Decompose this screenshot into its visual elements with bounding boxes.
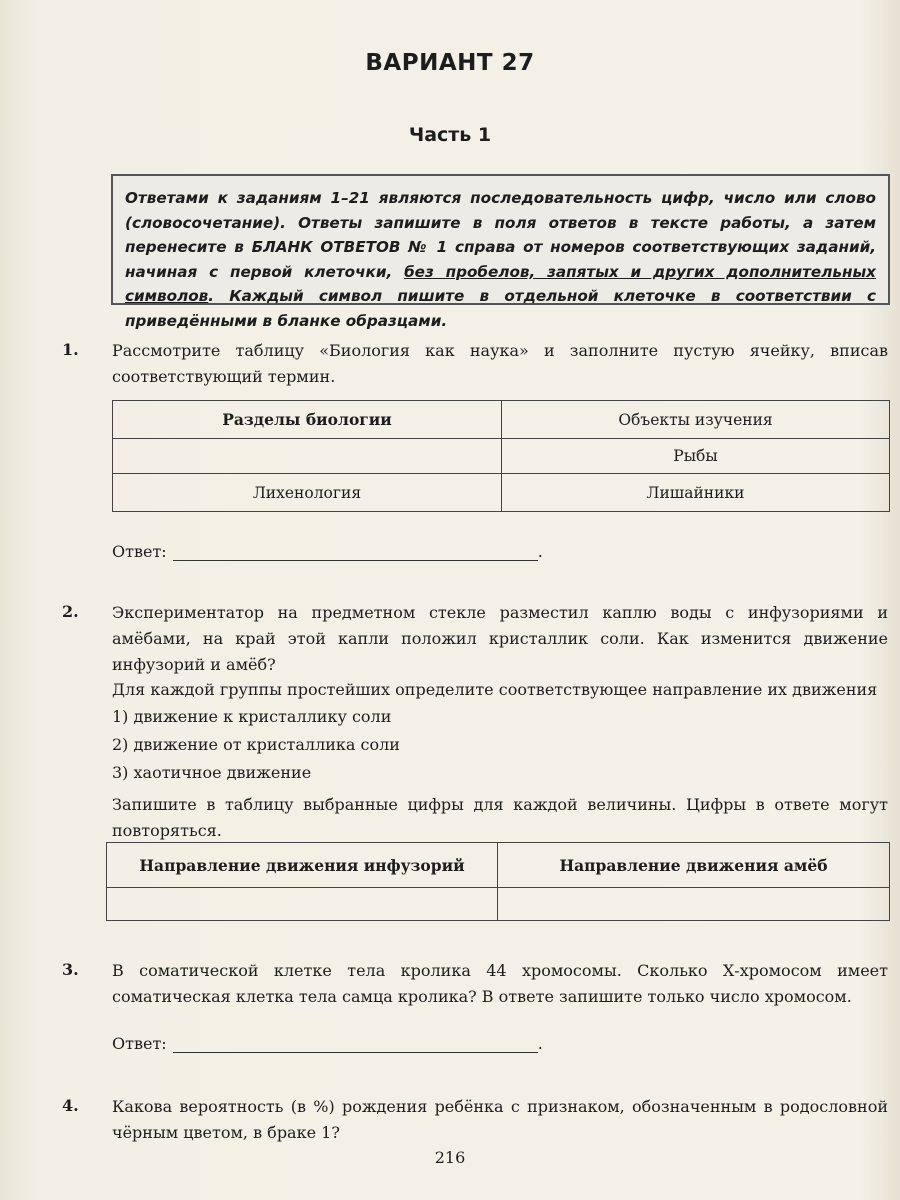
instruction-text-underlined: без пробелов, запятых и других дополнительных символов: [125, 262, 876, 305]
task-2-prompt: Для каждой группы простейших определите соответствующее направление их движения: [112, 680, 878, 699]
task-2-option-2: 2) движение от кристаллика соли: [112, 735, 400, 754]
task-2-text: Экспериментатор на предметном стекле разместил каплю воды с инфузориями и амёбами, на край этой капли положил кристаллик соли. Как изменится движение инфузорий и амёб?: [112, 603, 888, 674]
task-1-table: [112, 400, 890, 512]
task-1-answer: Ответ: .: [112, 542, 543, 561]
instruction-text-end: . Каждый символ пишите в отдельной клеточке в соответствии с приведёнными в бланке образцами.: [125, 287, 876, 330]
task-2-answer-amoebas[interactable]: [498, 888, 890, 921]
part-title: Часть 1: [408, 124, 492, 146]
task-2-table-row: [107, 888, 890, 921]
task-3-number: 3.: [62, 960, 79, 979]
task-4-text: Какова вероятность (в %) рождения ребёнка с признаком, обозначенным в родословной чёрным цветом, в браке 1?: [112, 1097, 888, 1142]
task-1-cell-lichenology: Лихенология: [113, 474, 502, 512]
task-1-text: Рассмотрите таблицу «Биология как наука» и заполните пустую ячейку, вписав соответствующий термин.: [112, 341, 888, 386]
task-3-answer: Ответ: .: [112, 1034, 543, 1053]
task-1-answer-label: Ответ:: [112, 542, 167, 561]
task-1-header-sections: Разделы биологии: [113, 401, 502, 439]
task-2-number: 2.: [62, 602, 79, 621]
task-4-number: 4.: [62, 1096, 79, 1115]
task-3-answer-field[interactable]: [173, 1034, 538, 1053]
task-1-header-objects: Объекты изучения: [502, 401, 890, 439]
task-2-option-1: 1) движение к кристаллику соли: [112, 707, 392, 726]
task-2-table: [106, 842, 890, 921]
task-1-number: 1.: [62, 340, 79, 359]
task-1-table-row: [113, 474, 890, 512]
task-2-option-3: 3) хаотичное движение: [112, 763, 312, 782]
task-3-answer-label: Ответ:: [112, 1034, 167, 1053]
task-2-table-header-row: [107, 843, 890, 888]
task-2-header-infusoria: Направление движения инфузорий: [107, 843, 498, 888]
task-1-cell-lichens: Лишайники: [502, 474, 890, 512]
task-1-answer-field[interactable]: [173, 542, 538, 561]
task-1-empty-cell[interactable]: [113, 439, 502, 474]
task-1-cell-fish: Рыбы: [502, 439, 890, 474]
page-number: 216: [434, 1148, 466, 1167]
task-2-answer-infusoria[interactable]: [107, 888, 498, 921]
task-1-table-row: [113, 439, 890, 474]
task-2-note: Запишите в таблицу выбранные цифры для каждой величины. Цифры в ответе могут повторяться.: [112, 795, 888, 840]
instruction-box: [111, 174, 890, 330]
instruction-text-start: Ответами к заданиям 1–21 являются последовательность цифр, число или слово (словосочетание). Ответы запишите в поля ответов в тексте работы, а затем перенесите в БЛАНК ОТВЕТОВ № 1 справа от номеров соответствующих заданий, начиная с первой клеточки,: [125, 189, 876, 281]
task-1-table-header-row: [113, 401, 890, 439]
variant-title: ВАРИАНТ 27: [365, 50, 535, 76]
task-3-text: В соматической клетке тела кролика 44 хромосомы. Сколько Х-хромосом имеет соматическая клетка тела самца кролика? В ответе запишите только число хромосом.: [112, 961, 888, 1006]
task-2-header-amoebas: Направление движения амёб: [498, 843, 890, 888]
